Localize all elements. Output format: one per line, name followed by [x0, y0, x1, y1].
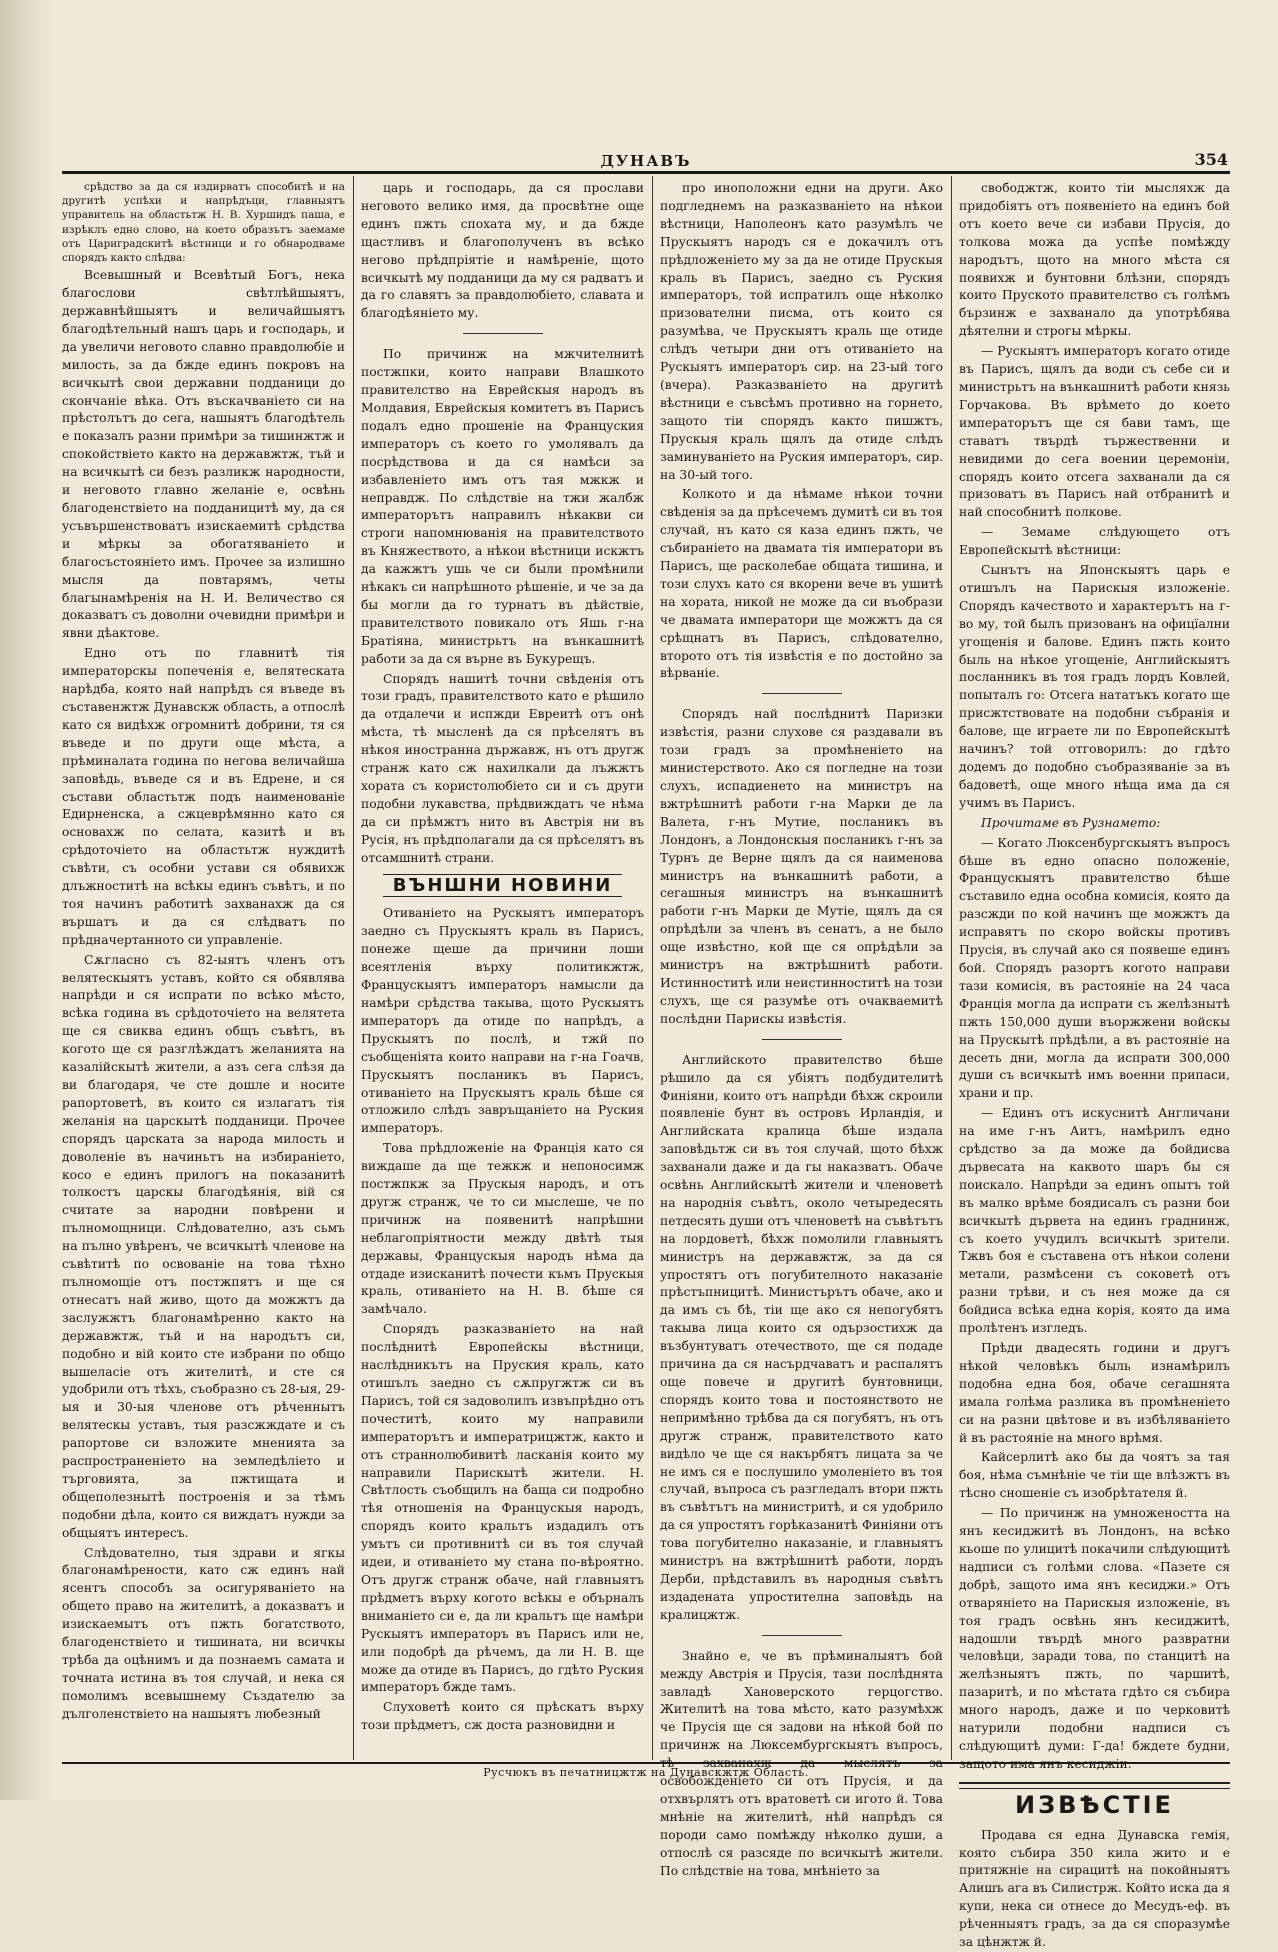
footer-rule: [62, 1762, 1230, 1764]
page-header: [62, 150, 1230, 172]
newspaper-title: ДУНАВЪ: [600, 152, 692, 170]
article-paragraph: — Рускыятъ императоръ когато отиде въ Парисъ, щялъ да води съ себе си и министрьтъ на вънкашнитѣ работи князь Горчакова. Въ врѣмето до което императорътъ ще ся бави тамъ, ще ставатъ твърдѣ тържественни и невидими до сега воении церемоніи, спорядъ които отсега захванали да ся призоватъ въ Парисъ най отбранитѣ и най способнитѣ полкове.: [959, 344, 1230, 520]
article-paragraph: Знайно е, че въ прѣминалыятъ бой между Австрія и Прусія, тази послѣднята завладѣ Хановерското герцогство. Жителитѣ на това мѣсто, като разумѣхж че Прусія ще ся задови на нѣкой бой по причинж на Люксембургскыятъ въпросъ, освобожденіето си отъ Прусія, и да отхвърлятъ отъ вратоветѣ си игото й. Това мнѣніе на жителитѣ, нѣй напрѣдъ ся породи само помѣжду нѣколко души, а отпослѣ ся разсяде по всичкытѣ жители. По слѣдствіе на това, мнѣніето за: [660, 1648, 943, 1878]
article-paragraph: Това прѣдложеніе на Франція като ся виждаше да ще тежкж и непоносимж постжпкж за Прускыя народъ, и отъ другж странж, че то си мыслеше, че по причинж на появенитѣ напрѣшни неблагопріятности между двѣтѣ тыя державы, Францускыя народъ нѣма да отдаде изисканитѣ почести къмъ Прускыя краль, отиваніето на Н. В. бѣше ся замѣчало.: [361, 1141, 644, 1317]
article-paragraph: По причинж на мжчителнитѣ постжпки, които направи Влашкото правителство на Еврейскыя народъ въ Молдавия, Еврейскыя комитетъ въ Парисъ подалъ едно прошеніе на Француския императоръ съ което го умолявалъ да посрѣдствова и да ся намѣси за избавленіето имъ отъ тая мжкж и неправдж. По слѣдствіе на тжи жалбж императорътъ направилъ нѣкакви си строги напомнюванія на правителството въ Княжеството, а нѣкои вѣстници искжтъ да кажжтъ ушь че си были промѣнили нѣкакъ си напрѣшното рѣшеніе, и че за да бы могли да го турнатъ въ дѣйствіе, правителството повикало отъ Яшь г-на Братіяна, министрьтъ на вънкашнитѣ работи за да ся върне въ Букурещъ.: [361, 347, 644, 666]
imprint-line: Русчюкъ въ печатницжтж на Дунавскжтж Область.: [483, 1766, 809, 1779]
text-column-3: [660, 180, 943, 1878]
section-heading: [361, 874, 644, 898]
article-separator: [762, 1039, 842, 1040]
article-paragraph: царь и господарь, да ся прослави неговото велико имя, да просвѣтне още единъ пжть спохата му, и да бжде щастливъ и благополученъ въ всѣко негово прѣдпріятіе и намѣреніе, щото всичкытѣ му подданици да му ся радватъ и да го славятъ за правдолюбіето, славата и благодѣяніето му.: [361, 181, 644, 321]
article-separator: [463, 333, 543, 334]
article-paragraph: Спорядъ разказваніето на най послѣднитѣ Европейскы вѣстници, наслѣдникътъ на Пруския краль, като отишълъ заедно съ сѫпругжтж си въ Парисъ, той ся задоволилъ извъпрѣдно отъ почеститѣ, които му направили императорътъ и императрицжтж, както и отъ страннолюбивитѣ ласканія които му направили Парискытѣ жители. Н. Свѣтлость съобщилъ на баща си подробно тѣя отношенія на Францускыя народъ, спорядъ които кральтъ издадилъ отъ умътъ си противнитѣ си въ тоя случай идеи, и отиваніето му стана по-вѣроятно. Отъ другж странж обаче, най главныятъ прѣдметъ върху когото всѣкы е обърналъ вниманіето си е, да ли кральтъ ще намѣри Рускыятъ императоръ въ Парисъ или не, или подобрѣ да рѣчемъ, да ли Н. В. ще може да отиде въ Парисъ, до гдѣто Руския императоръ бжде тамъ.: [361, 1322, 644, 1695]
article-separator: [762, 693, 842, 694]
page-number: 354: [1194, 150, 1228, 169]
notice-heading: [959, 1790, 1230, 1819]
article-paragraph: Слуховетѣ които ся прѣскатъ върху този прѣдметъ, сж доста разновидни и: [361, 1700, 644, 1733]
article-paragraph: свободжтж, които тіи мысляхж да придобіятъ отъ появеніето на единъ бой отъ което вече си избави Прусія, до толкова можа да успѣе помѣжду народътъ, щото на много мѣста ся появихж и бунтовни блѣзни, спорядъ които Пруското правителство съ голѣмъ бързинж е захванало да употрѣбява дѣятелни и строгы мѣркы.: [959, 181, 1230, 339]
article-paragraph: Отиваніето на Рускыятъ императоръ заедно съ Прускыятъ краль въ Парисъ, понеже щеше да причини лоши всеятленія върху политикжтж, Францускыятъ императоръ намысли да намѣри срѣдства такыва, щото Рускыятъ императоръ да отиде по напрѣдъ, а Прускыятъ по послѣ, и тжй по съобщеніята които направи на г-на Гоачв, Прускыятъ посланикъ въ Парисъ, отиваніето на Прускыятъ краль бѣше ся отложило слѣдъ завръщаніето на Руския императоръ.: [361, 906, 644, 1136]
header-rule: [62, 171, 1230, 174]
column-divider: [951, 176, 952, 1760]
article-paragraph: Прѣди двадесять години и другъ нѣкой человѣкъ быль изнамѣрилъ подобна една боя, обаче сегашнята имала голѣма разлика въ промѣненіето си на разни цвѣтове и въ избѣляваніето й въ растояніе на много врѣмя.: [959, 1341, 1230, 1445]
article-paragraph: Кайсерлитѣ ако бы да чоятъ за тая боя, нѣма съмнѣніе че тіи ще влѣзжтъ въ тѣсно сношеніе съ изобрѣтателя й.: [959, 1450, 1230, 1501]
article-paragraph: срѣдство за да ся издирватъ способитѣ и на другитѣ успѣхи и напрѣдъци, главныятъ управитель на областьтж Н. В. Хуршидъ паша, е изрѣклъ едно слово, на което образътъ заемаме отъ Цариградскитѣ вѣстници и го обнародваме спорядъ както слѣдва:: [62, 181, 345, 265]
article-paragraph: Прочитаме въ Рузнамето:: [981, 815, 1161, 830]
article-paragraph: Сѫгласно съ 82-ыятъ членъ отъ велятескыятъ уставъ, който ся обявлява напрѣди и ся испрати по всѣко мѣсто, всѣка година въ срѣдоточіето на велятета ще ся свиква единъ общъ съвѣтъ, въ когото ще ся разглѣждатъ желанията на казалійскытѣ жители, а азъ сега слѣзя да ви благодаря, че сте дошле и носите рапортоветѣ, въ които ся излагатъ тія желанія на царскытѣ подданици. Прочее спорядъ царската за народа милость и доволеніе въ начиньтъ на избираніето, косо е единъ прилогъ на показанитѣ толкостъ царскы благодѣянія, вій ся считате за народни повѣрени и пълномощници. Слѣдователно, азъ сьмъ на пълно увѣренъ, че всичкытѣ членове на съвѣтитѣ по освованіе на това тѣхно пълномощіе отъ постжпятъ и ще ся отнесатъ най живо, щото да можжтъ да заслужжтъ благонамѣренно както на державжтж, тъй и на народътъ си, подобно и вій които сте избрани по общо вышеласіе отъ жителитѣ, и сте ся удобрили отъ тѣхъ, съобразно съ 28-ыя, 29-ыя и 30-ыя членове отъ рѣченнытъ велятескы уставъ, тыя разсжждате и съ рапортове си взложите мненията за распространеніето на земледѣліето и търговията, за пжтищата и общеполезнытѣ построенія и за тѣмъ подобни дѣла, които ся виждатъ нужди за общыятъ интересъ.: [62, 952, 345, 1540]
article-paragraph: Продава ся една Дунавска гемія, която събира 350 кила жито и е притяжніе на сирацитѣ на покойныятъ Алишъ ага въ Силистрж. Който иска да я купи, нека си отнесе до Месудъ-еф. въ рѣченныятъ градъ, за да ся споразумѣе за цѣнжтж й.: [959, 1827, 1230, 1950]
article-paragraph: Сынътъ на Японскыятъ царь е отишълъ на Парискыя изложеніе. Спорядъ качеството и характерътъ на г-во му, той былъ призованъ на офицїални угощенія и балове. Единъ пжть които быль на нѣкое угощеніе, Английскыятъ посланникъ въ тоя градъ лордъ Ковлей, попыталъ го: Отсега нататъкъ когато ще присжтствовате на подобни събранія и балове, ще играете ли по Европейскытѣ начинъ? той отговорилъ: до гдѣто додемъ до подобно съобразяваніе за въ бадоветѣ, още много нѣща има да ся учимъ въ Парисъ.: [959, 563, 1230, 810]
page-edge-shadow: [0, 0, 55, 1800]
text-column-1: [62, 180, 345, 1758]
article-paragraph: Спорядъ нашитѣ точни свѣденія отъ този градъ, правителството като е рѣшило да отдалечи и испжди Евреитѣ отъ онѣ мѣста, тѣ мысленѣ да ся прѣселятъ въ нѣкоя иностранна държавж, нъ отъ другж странж като сж нахилкали да лъжжтъ хората съ користолюбіето си и съ други подобни лукавства, прѣдвиждатъ че нѣма да си прѣмжтъ нито въ Австрія ни въ Русія, нъ прѣдполагали да ся прѣселятъ въ отсамшнитѣ страни.: [361, 671, 644, 865]
section-heading-text: ВЪНШНИ НОВИНИ: [383, 874, 623, 898]
article-paragraph: Колкото и да нѣмаме нѣкои точни свѣденія за да прѣсечемъ думитѣ си въ тоя случай, нъ като ся каза единъ пжть, че събираніето на двамата тія императори въ Парисъ, ще расколебае общата тишина, и този слухъ като ся вкорени вече въ ушитѣ на хората, никой не може да си въобрази че двамата императори ще можжтъ да ся срѣщнатъ въ Парисъ, слѣдователно, второто отъ тія извѣстія е по достойно за вѣрваніе.: [660, 487, 943, 681]
article-paragraph: — По причинж на умножеността на янъ кесиджитѣ въ Лондонъ, на всѣко кьоше по улицитѣ покачили слѣдующитѣ надписи съ голѣми слова. «Пазете ся добрѣ, защото има янъ кесиджи.» Отъ отваряніето на Парискыя изложеніе, въ тоя градъ освѣнь янъ кесиджитѣ, надошли твърдѣ много развратни человѣци, заради това, по станцитѣ на желѣзныятъ пжть, по чаршитѣ, пазаритѣ, и по мѣстата гдѣто ся събира много народъ, даже и по черковитѣ натурили подобни надписи съ слѣдующитѣ думи: Г-да! бждете будни,: [959, 1506, 1230, 1753]
article-paragraph: Всевышный и Всевѣтый Богъ, нека благослови свѣтлѣйшыятъ, державнѣйшыятъ и величайшыятъ благодѣтельный нашъ царь и господарь, и да увеличи неговото славно правдолюбіе и милость, за да бжде единъ покровъ на всичкытѣ свои державни подданици до скончаніе вѣка. Отъ въскачваніето си на прѣстолътъ до сега, нашыятъ благодѣтель е показалъ разни примѣри за тишинжтж и спокойствіето както на державжтж, тъй и на всичкытѣ си безъ разликж народности, и неговото главно желаніе е, освѣнь благоденствіето на подданицитѣ му, да ся усъвършенствоватъ изискаемитѣ срѣдства и мѣркы за обогатяваніето и благосъстояніето имъ. Прочее за излишно мысля да повтарямъ, четы благынамѣренія на Н. И. Величество ся доказватъ съ доволни очевидни примѣри и явни дѣактове.: [62, 268, 345, 641]
section-rule: [959, 1782, 1230, 1789]
notice-heading-text: ИЗВѢСТІЕ: [1015, 1790, 1174, 1819]
text-column-4: [959, 180, 1230, 1950]
article-paragraph: Спорядъ най послѣднитѣ Паризки извѣстія, разни слухове ся раздавали въ този градъ за промѣненіето на министерството. Ако ся погледне на този слухъ, испадиенето на министръ на вжтрѣшнитѣ работи г-на Марки де ла Валета, г-нъ Мутие, посланикъ въ Лондонъ, а Лондонскыя посланикъ г-нъ за Турнъ де Верне щялъ да ся наименова министръ на вънкашнитѣ работи, а сегашныя министръ на вънкашнитѣ работи г-нъ Марки де Мутіе, щялъ да ся опрѣдѣли за членъ въ сенатъ, а не было още извѣстно, кой ще ся опрѣдѣли за министръ на вжтрѣшнитѣ работи. Истинноститѣ или неистинноститѣ на този слухъ, ще ся разумѣе отъ очакваемитѣ послѣдни Парискы извѣстія.: [660, 707, 943, 1026]
article-paragraph: Английското правителство бѣше рѣшило да ся убіятъ подбудителитѣ Финіяни, които отъ напрѣди бѣхж скроили появленіе бунт въ островъ Ирландія, и Английската кралица бѣше издала заповѣдьтж си въ тоя случай, щото бѣхж захванали даже и да гы наказватъ. Обаче освѣнь Английскытѣ жители и членоветѣ на народнія съвѣтъ, около четыредесять петдесять души отъ членоветѣ на съвѣтътъ на лордоветѣ, бѣхж помолили главныятъ министръ на державжтж, за да ся упростятъ отъ погубителното наказаніе прѣстъпницитѣ. Министърътъ обаче, ако и да имъ съ бѣ, тіи ще ако ся непогубятъ такыва лица които ся одързостихж да възбунтуватъ отечеството, ще ся подаде причина да ся насърдчаватъ и распалятъ още повече и другитѣ бунтовници, спорядъ които това и постоянството не непримѣнно трѣбва да ся погубятъ, нъ отъ другж странж, правителството като видѣло че ще ся накърбятъ лицата за че не имъ ся е послушило умоленіето въ тоя случай, въпроса съ разгледалъ втори пжть въ съвѣтътъ на министритѣ, и ся удобрило да ся упростятъ горѣказанитѣ Финіяни отъ това погубително наказаніе, и главныятъ министръ на вжтрѣшнитѣ работи, лордъ Дерби, прѣдставилъ въ народныя съвѣтъ издадената упростителна заповѣдь на кралицжтж.: [660, 1052, 943, 1622]
article-paragraph: Слѣдователно, тыя здрави и ягкы благонамѣрености, като сж единъ най ясентъ способъ за осигуряваніето на общето право на жителитѣ, а доказватъ и изискаемытъ отъ пжть богатството, благоденствіето и тишината, ни всичкы трѣба да оцѣнимъ и да познаемъ самата и точната истина въ тоя случай, и нека ся помолимъ всевышнему Създателю за дълголенствіето на нашыятъ любезный: [62, 1545, 345, 1721]
article-paragraph: — Когато Люксенбургскыятъ въпросъ бѣше въ едно опасно положеніе, Францускыятъ правителство бѣше съставило една особна комисія, която да разсжди по кой начинъ ще можжтъ да исправятъ по скоро войскы противъ Прусія, въ случай ако ся появеше единъ бой. Спорядъ разортъ когото направи тази комисія, въ растояніе на 24 часа Франція могла да испрати съ желѣзнытѣ пжть 150,000 души въоржжени войскы на Прускытѣ прѣдѣли, а въ растояніе на десеть дни, могла да испрати 300,000 души съ всичкытѣ имъ военни припаси, храни и пр.: [959, 835, 1230, 1101]
article-paragraph: — Единъ отъ искуснитѣ Англичани на име г-нъ Аитъ, намѣрилъ едно срѣдство за да може да бойдисва дървесата на каквото шаръ бы ся поискало. Напрѣди за единъ опытъ той въ малко врѣме боядисалъ съ разни бои всичкытѣ дървета на единъ граднинж, съ което учудилъ всичкытѣ зрители. Тжвъ боя е съставена отъ нѣкои солени метали, размѣсени съ соковетѣ отъ разни трѣви, и съ нея може да ся бойдиса всѣка една корія, която да има пролѣтенъ изгледъ.: [959, 1106, 1230, 1336]
article-paragraph: — Земаме слѣдующето отъ Европейскытѣ вѣстници:: [959, 525, 1230, 558]
article-separator: [762, 1635, 842, 1636]
article-paragraph: про иноположни едни на други. Ако подгледнемъ на разказваніето на нѣкои вѣстници, Наполеонъ като разумѣлъ че Прускыятъ народъ ся е докачилъ отъ прѣдложеніето му за да не отиде Прускыя краль въ Парисъ, заедно съ Руския императоръ, той испратилъ още нѣколко призователни писма, отъ които ся разумѣва, че Прускыятъ краль ще отиде слѣдъ четыри дни отъ отиваніето на Рускыятъ императоръ сир. на 23-ый того (вчера). Разказваніето на другитѣ вѣстници е съвсѣмъ противно на горнето, защото тіи спорядъ както пишжтъ, Прускыя краль щялъ да отиде слѣдъ заминуваніето на Руския императоръ, сир. на 30-ый того.: [660, 181, 943, 482]
text-column-2: [361, 180, 644, 1758]
article-paragraph: Едно отъ по главнитѣ тія императорскы попеченія е, велятескатa нарѣдба, която най напрѣдъ ся въведе въ съставенжтж Дунавскж область, а отпослѣ като ся видѣхж огромнитѣ добрини, тя ся въведе и по други още мѣста, а прѣминалата година по негова величайша заповѣдь, въведе ся и въ Едрене, и ся състави областьтж подъ наименованіе Едирненска, а сжцеврѣмянно като ся основахж по селата, казитѣ и въ срѣдоточіето на областьтж нуждитѣ съвѣти, съ особни устави ся обявихж длъжноститѣ на всѣкы единъ съвѣтъ, и по тоя начинъ работитѣ захванахж да ся вършатъ и да ся слѣдватъ по прѣдначертанното си управленіе.: [62, 646, 345, 947]
column-divider: [652, 176, 653, 1760]
column-divider: [353, 176, 354, 1760]
